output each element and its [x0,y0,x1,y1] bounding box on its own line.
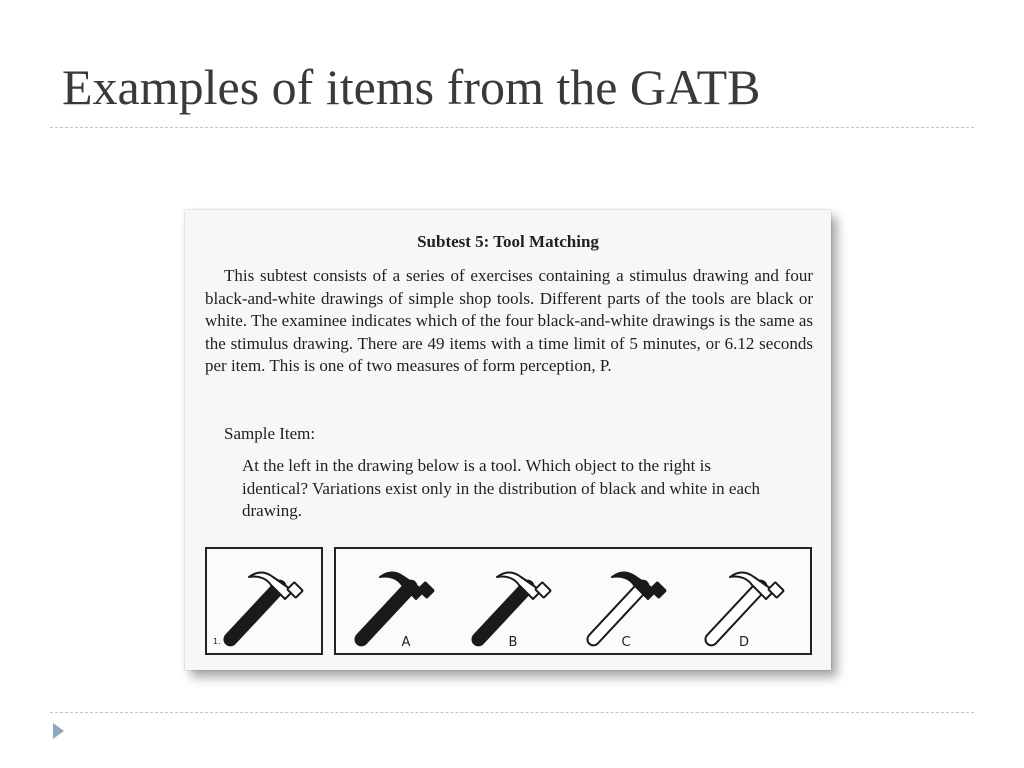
sample-item-label: Sample Item: [224,424,316,443]
scanned-document-image [185,210,831,670]
slide-title: Examples of items from the GATB [62,59,761,115]
option-c-label: C [621,635,631,650]
option-a-label: A [401,635,411,650]
subtest-heading: Subtest 5: Tool Matching [417,232,599,251]
item-number: 1. [213,637,221,646]
title-divider [50,127,974,128]
slide-nav-arrow-icon [53,723,64,739]
stimulus-hammer-icon [213,555,313,651]
sample-item-instructions: At the left in the drawing below is a tool. Which object to the right is identical? Variations exist only in the distribution of black and white in each drawing. [242,456,761,521]
options-panel [334,547,812,655]
option-d-label: D [738,635,749,650]
option-a-hammer-icon [344,555,444,651]
footer-divider [50,712,974,713]
option-b-label: B [508,635,518,650]
subtest-description: This subtest consists of a series of exercises containing a stimulus drawing and four black-and-white drawings of simple shop tools. Different parts of the tools are black or white. The examinee indicates which of the four black-and-white drawings is the same as the stimulus drawing. There are 49 items with a time limit of 5 minutes, or 6.12 seconds per item. This is one of two measures of form perception, P. [205,266,813,376]
stimulus-panel [205,547,323,655]
